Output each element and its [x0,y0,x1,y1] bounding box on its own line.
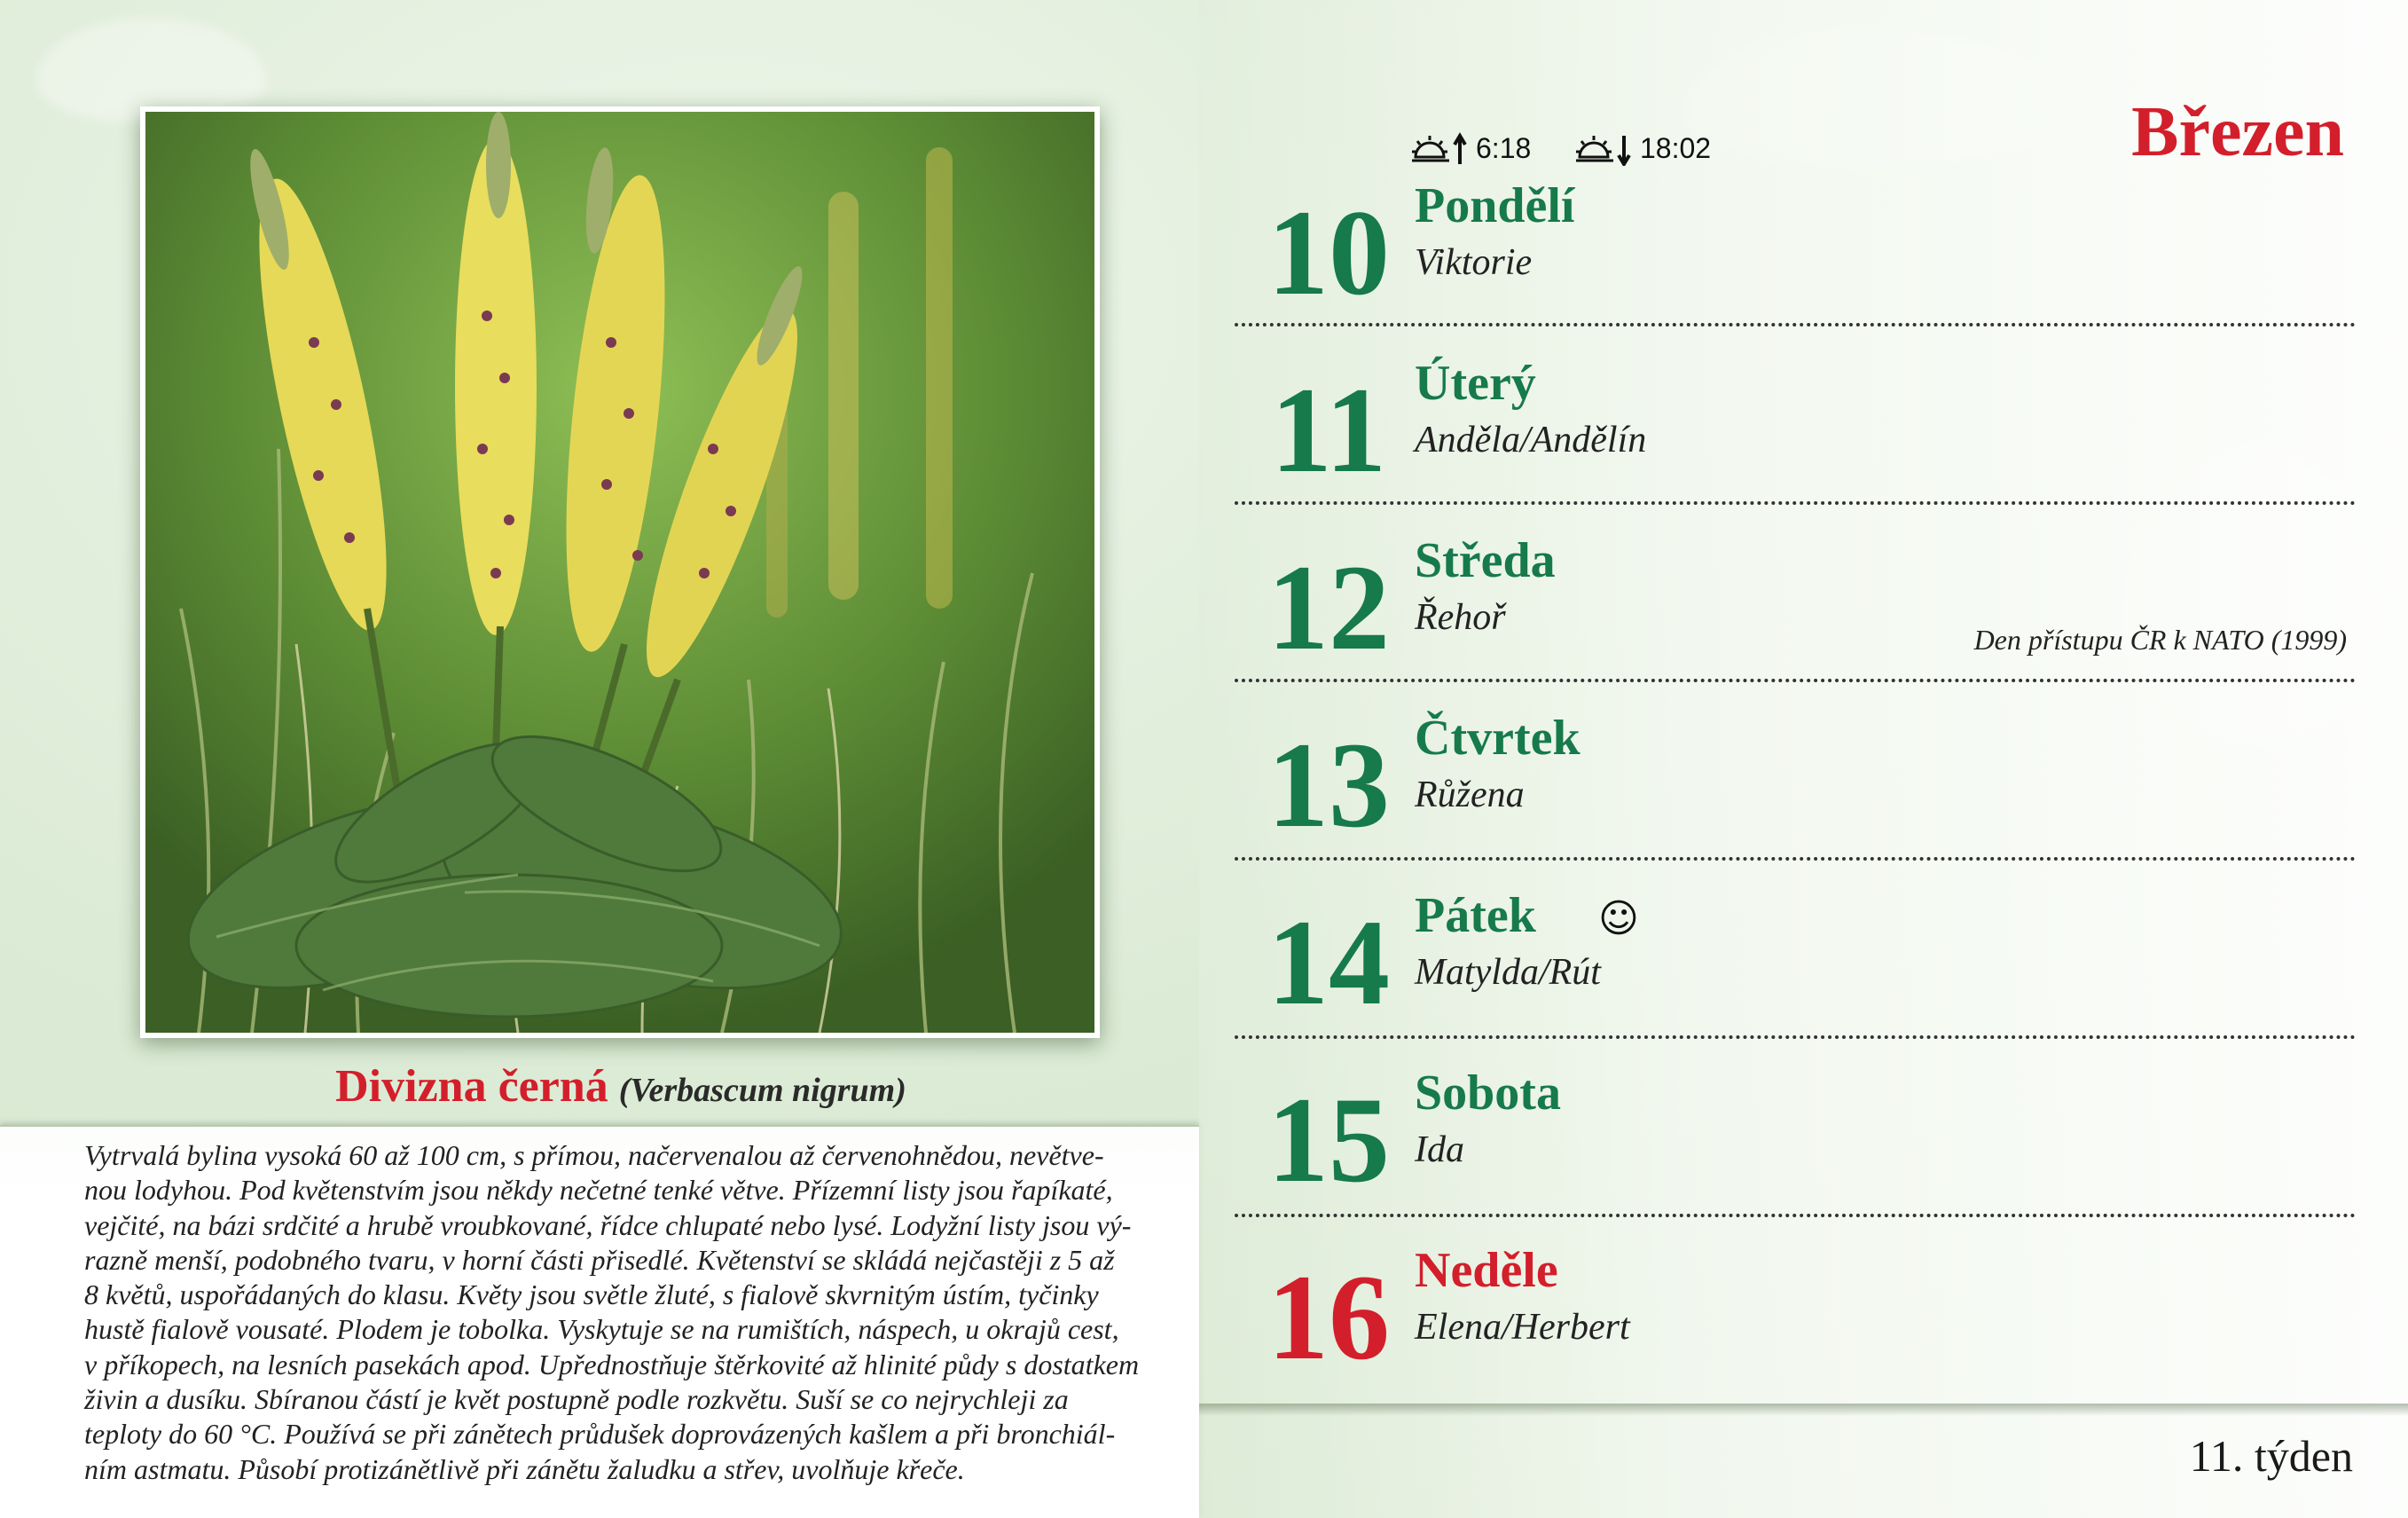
page-bottom-shadow [1199,1404,2408,1416]
day-row [1235,1233,2356,1411]
row-divider [1235,857,2356,861]
holiday-note: Den přístupu ČR k NATO (1999) [1973,624,2347,656]
row-divider [1235,501,2356,505]
smiley-icon: ☺ [1598,896,1639,941]
sunrise-icon [1410,130,1472,166]
day-number: 15 [1267,1072,1390,1207]
day-row [1235,346,2356,523]
sunset-icon [1574,130,1636,166]
sunset-time: 18:02 [1640,131,1712,164]
plant-title [177,1060,1064,1113]
day-number: 13 [1267,717,1390,853]
day-name: Čtvrtek [1415,711,1580,766]
day-name: Pátek [1415,888,1536,943]
sunset-info [1574,130,1711,166]
name-day: Růžena [1415,775,1525,815]
mullein-illustration [145,112,1094,1033]
plant-photo-frame [140,106,1100,1038]
sunrise-info [1410,130,1531,166]
name-day: Elena/Herbert [1415,1307,1630,1348]
sunrise-time: 6:18 [1476,131,1532,164]
day-name: Středa [1415,533,1556,588]
day-row [1235,169,2356,346]
week-number: 11. týden [2189,1431,2353,1481]
day-number: 10 [1267,185,1390,320]
day-name: Pondělí [1415,178,1575,233]
day-row [1235,878,2356,1056]
day-row [1235,523,2356,701]
day-number: 11 [1270,362,1387,498]
row-divider [1235,323,2356,326]
plant-latin-name: (Verbascum nigrum) [618,1072,906,1109]
name-day: Řehoř [1415,597,1506,638]
day-number: 16 [1267,1249,1390,1385]
name-day: Ida [1415,1129,1464,1170]
row-divider [1235,679,2356,682]
day-number: 14 [1267,894,1390,1030]
name-day: Viktorie [1415,242,1533,283]
plant-description: Vytrvalá bylina vysoká 60 až 100 cm, s přímou, načervenalou až červenohnědou, nevětve- nou lodyhou. Pod květenstvím jsou někdy nečetné tenké větve. Přízemní listy jsou řapíkaté, vejčité, na bázi srdčité a hrubě vroubkované, řídce chlupaté nebo lysé. Lodyžní listy jsou vý- razně menší, podobného tvaru, v horní části přisedlé. Květenství se skládá nejčastěji z 5 až 8 květů, uspořádaných do klasu. Květy jsou světle žluté, s fialově skvrnitým ústím, tyčinky hustě fialově vousaté. Plodem je tobolka. Vyskytuje se na rumištích, náspech, u okrajů cest, v příkopech, na lesních pasekách apod. Upřednostňuje štěrkovité až hlinité půdy s dostatkem živin a dusíku. Sbíranou částí je květ postupně podle rozkvětu. Suší se co nejrychleji za teploty do 60 °C. Používá se při zánětech průdušek doprovázených kašlem a při bronchiál- ním astmatu. Působí protizánětlivě při zánětu žaludku a střev, uvolňuje křeče. [84,1139,1140,1485]
row-divider [1235,1035,2356,1039]
day-row [1235,1056,2356,1233]
day-row [1235,701,2356,878]
day-name: Úterý [1415,356,1536,411]
month-title: Březen [2131,93,2344,171]
name-day: Anděla/Andělín [1415,420,1647,460]
plant-photo [145,112,1094,1033]
plant-name: Divizna černá [335,1061,608,1112]
row-divider [1235,1214,2356,1217]
day-name: Sobota [1415,1066,1561,1121]
day-number: 12 [1267,539,1390,675]
name-day: Matylda/Rút [1415,952,1601,993]
day-name: Neděle [1415,1243,1558,1298]
